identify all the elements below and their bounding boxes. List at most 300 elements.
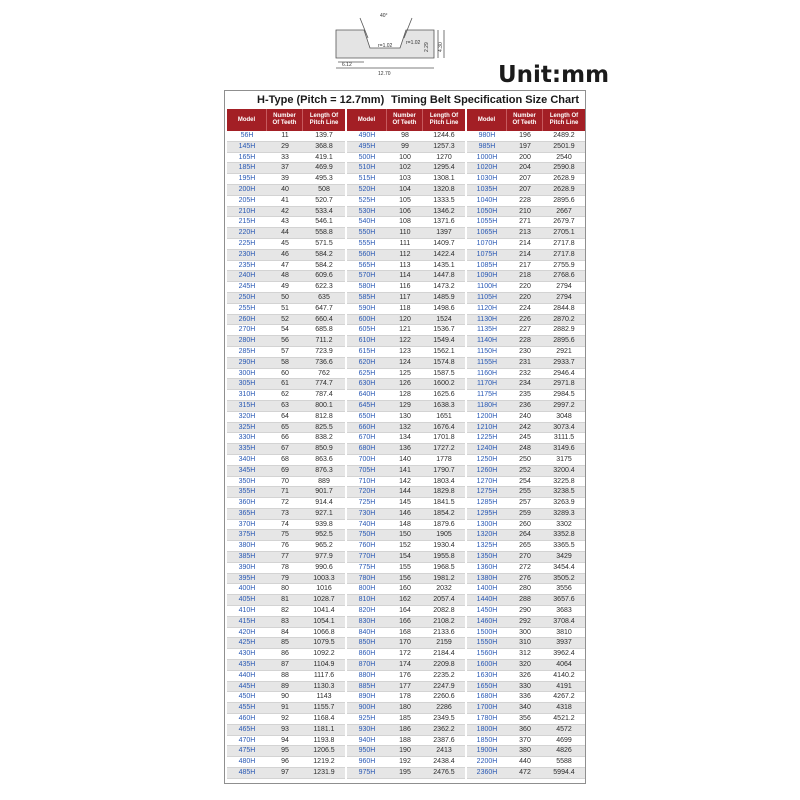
cell-model: 145H: [238, 142, 256, 150]
cell-length: 558.8: [315, 229, 333, 237]
cell-model: 660H: [358, 423, 376, 431]
cell-teeth: 144: [399, 488, 411, 496]
cell-teeth: 94: [281, 736, 289, 744]
cell-model: 670H: [358, 434, 376, 442]
cell-teeth: 220: [519, 283, 531, 291]
cell-model: 230H: [238, 250, 256, 258]
cell-teeth: 114: [399, 272, 411, 280]
cell-teeth: 43: [281, 218, 289, 226]
cell-model: 830H: [358, 617, 376, 625]
table-row: [467, 347, 585, 358]
cell-model: 630H: [358, 380, 376, 388]
cell-teeth: 290: [519, 607, 531, 615]
table-row: [227, 207, 345, 218]
cell-teeth: 255: [519, 488, 531, 496]
cell-length: 1829.8: [433, 488, 455, 496]
table-row: [227, 336, 345, 347]
cell-model: 1380H: [476, 574, 498, 582]
cell-model: 1085H: [476, 261, 498, 269]
cell-length: 1397: [436, 229, 452, 237]
cell-model: 290H: [238, 358, 256, 366]
table-row: [347, 638, 465, 649]
cell-length: 2755.9: [553, 261, 575, 269]
cell-teeth: 213: [519, 229, 531, 237]
table-row: [227, 433, 345, 444]
table-row: [347, 692, 465, 703]
cell-model: 410H: [238, 607, 256, 615]
cell-length: 1104.9: [313, 661, 335, 669]
cell-length: 850.9: [315, 445, 333, 453]
table-row: [347, 142, 465, 153]
cell-model: 200H: [238, 185, 256, 193]
table-row: [467, 390, 585, 401]
cell-teeth: 87: [281, 661, 289, 669]
cell-teeth: 33: [281, 153, 289, 161]
cell-teeth: 231: [519, 358, 531, 366]
cell-length: 622.3: [315, 283, 333, 291]
cell-teeth: 250: [519, 455, 531, 463]
cell-teeth: 370: [519, 736, 531, 744]
table-body: [347, 131, 465, 779]
cell-length: 1930.4: [433, 542, 455, 550]
cell-teeth: 145: [399, 499, 411, 507]
cell-model: 2360H: [476, 769, 498, 777]
cell-teeth: 142: [399, 477, 411, 485]
table-row: [467, 196, 585, 207]
cell-length: 3302: [556, 520, 572, 528]
table-header: [227, 109, 345, 131]
table-row: [347, 477, 465, 488]
table-row: [467, 509, 585, 520]
cell-teeth: 141: [399, 466, 411, 474]
cell-teeth: 257: [519, 499, 531, 507]
cell-length: 1219.2: [313, 758, 335, 766]
table-row: [227, 530, 345, 541]
table-row: [467, 250, 585, 261]
cell-teeth: 207: [519, 185, 531, 193]
cell-length: 508: [318, 185, 330, 193]
table-row: [467, 293, 585, 304]
cell-teeth: 217: [519, 261, 531, 269]
cell-teeth: 97: [281, 769, 289, 777]
cell-length: 685.8: [315, 326, 333, 334]
table-row: [467, 336, 585, 347]
table-row: [227, 746, 345, 757]
table-row: [467, 174, 585, 185]
cell-model: 880H: [358, 671, 376, 679]
cell-model: 1070H: [476, 239, 498, 247]
cell-teeth: 254: [519, 477, 531, 485]
cell-teeth: 126: [399, 380, 411, 388]
table-row: [347, 530, 465, 541]
cell-model: 1250H: [476, 455, 498, 463]
cell-model: 1000H: [476, 153, 498, 161]
table-row: [467, 552, 585, 563]
cell-teeth: 102: [399, 164, 411, 172]
cell-model: 390H: [238, 563, 256, 571]
cell-model: 430H: [238, 650, 256, 658]
table-row: [467, 217, 585, 228]
cell-model: 235H: [238, 261, 256, 269]
cell-length: 2108.2: [433, 617, 455, 625]
cell-length: 1244.6: [433, 132, 455, 139]
cell-teeth: 61: [281, 380, 289, 388]
table-row: [347, 379, 465, 390]
cell-model: 730H: [358, 509, 376, 517]
cell-model: 800H: [358, 585, 376, 593]
cell-teeth: 228: [519, 337, 531, 345]
table-row: [467, 660, 585, 671]
cell-teeth: 108: [399, 218, 411, 226]
table-row: [227, 714, 345, 725]
cell-length: 2286: [436, 704, 452, 712]
cell-teeth: 259: [519, 509, 531, 517]
cell-model: 900H: [358, 704, 376, 712]
cell-teeth: 70: [281, 477, 289, 485]
cell-model: 195H: [238, 175, 256, 183]
cell-length: 1587.5: [433, 369, 455, 377]
cell-model: 1680H: [476, 693, 498, 701]
cell-teeth: 92: [281, 715, 289, 723]
table-column-1: [227, 109, 345, 779]
table-row: [467, 466, 585, 477]
cell-teeth: 242: [519, 423, 531, 431]
cell-model: 255H: [238, 304, 256, 312]
table-row: [467, 401, 585, 412]
cell-teeth: 330: [519, 682, 531, 690]
cell-length: 419.1: [315, 153, 333, 161]
cell-length: 2717.8: [553, 239, 575, 247]
cell-model: 165H: [238, 153, 256, 161]
table-row: [227, 477, 345, 488]
cell-length: 571.5: [315, 239, 333, 247]
cell-model: 350H: [238, 477, 256, 485]
cell-length: 2362.2: [433, 725, 455, 733]
cell-model: 1780H: [476, 715, 498, 723]
cell-model: 1360H: [476, 563, 498, 571]
table-row: [347, 487, 465, 498]
cell-model: 1600H: [476, 661, 498, 669]
cell-model: 885H: [358, 682, 376, 690]
table-row: [227, 423, 345, 434]
cell-model: 310H: [238, 391, 256, 399]
cell-length: 1905: [436, 531, 452, 539]
cell-teeth: 98: [401, 132, 409, 139]
table-row: [347, 347, 465, 358]
cell-teeth: 93: [281, 725, 289, 733]
cell-model: 250H: [238, 293, 256, 301]
cell-model: 225H: [238, 239, 256, 247]
cell-teeth: 118: [399, 304, 411, 312]
cell-model: 490H: [358, 132, 376, 139]
table-row: [227, 315, 345, 326]
cell-length: 4521.2: [553, 715, 575, 723]
cell-length: 1066.8: [313, 628, 335, 636]
cell-model: 365H: [238, 509, 256, 517]
cell-model: 415H: [238, 617, 256, 625]
cell-model: 1075H: [476, 250, 498, 258]
cell-length: 2705.1: [553, 229, 575, 237]
cell-teeth: 155: [399, 563, 411, 571]
cell-length: 2590.8: [553, 164, 575, 172]
cell-teeth: 75: [281, 531, 289, 539]
cell-teeth: 116: [399, 283, 411, 291]
table-row: [467, 628, 585, 639]
cell-model: 700H: [358, 455, 376, 463]
cell-model: 285H: [238, 347, 256, 355]
cell-teeth: 276: [519, 574, 531, 582]
cell-length: 3225.8: [553, 477, 575, 485]
cell-length: 2082.8: [433, 607, 455, 615]
cell-length: 1054.1: [313, 617, 335, 625]
table-row: [347, 563, 465, 574]
table-row: [227, 369, 345, 380]
cell-model: 340H: [238, 455, 256, 463]
table-row: [227, 628, 345, 639]
cell-length: 1435.1: [433, 261, 455, 269]
cell-model: 925H: [358, 715, 376, 723]
cell-model: 270H: [238, 326, 256, 334]
table-row: [467, 692, 585, 703]
cell-model: 890H: [358, 693, 376, 701]
cell-model: 445H: [238, 682, 256, 690]
cell-teeth: 214: [519, 239, 531, 247]
cell-length: 1841.5: [433, 499, 455, 507]
cell-teeth: 78: [281, 563, 289, 571]
table-row: [227, 487, 345, 498]
cell-model: 500H: [358, 153, 376, 161]
table-row: [467, 595, 585, 606]
cell-teeth: 56: [281, 337, 289, 345]
cell-model: 540H: [358, 218, 376, 226]
cell-length: 3429: [556, 553, 572, 561]
cell-model: 185H: [238, 164, 256, 172]
cell-length: 1231.9: [313, 769, 335, 777]
cell-length: 1079.5: [313, 639, 335, 647]
cell-teeth: 103: [399, 175, 411, 183]
cell-teeth: 356: [519, 715, 531, 723]
header-teeth: Number Of Teeth: [507, 109, 543, 131]
table-row: [467, 423, 585, 434]
cell-length: 2159: [436, 639, 452, 647]
cell-teeth: 218: [519, 272, 531, 280]
cell-teeth: 136: [399, 445, 411, 453]
table-row: [227, 271, 345, 282]
cell-model: 1320H: [476, 531, 498, 539]
cell-model: 680H: [358, 445, 376, 453]
cell-teeth: 186: [399, 725, 411, 733]
table-row: [467, 487, 585, 498]
table-row: [347, 325, 465, 336]
cell-model: 650H: [358, 412, 376, 420]
table-row: [347, 757, 465, 768]
cell-model: 1285H: [476, 499, 498, 507]
table-row: [227, 293, 345, 304]
table-row: [347, 628, 465, 639]
cell-model: 1120H: [476, 304, 498, 312]
cell-model: 780H: [358, 574, 376, 582]
unit-label: Unit:mm: [498, 62, 610, 88]
table-row: [347, 261, 465, 272]
table-row: [467, 185, 585, 196]
table-row: [467, 131, 585, 142]
table-row: [347, 293, 465, 304]
cell-model: 1275H: [476, 488, 498, 496]
cell-teeth: 47: [281, 261, 289, 269]
cell-model: 740H: [358, 520, 376, 528]
cell-teeth: 312: [519, 650, 531, 658]
cell-model: 260H: [238, 315, 256, 323]
table-row: [467, 325, 585, 336]
cell-teeth: 168: [399, 628, 411, 636]
cell-length: 660.4: [315, 315, 333, 323]
table-row: [227, 325, 345, 336]
table-row: [347, 574, 465, 585]
cell-teeth: 45: [281, 239, 289, 247]
cell-teeth: 80: [281, 585, 289, 593]
cell-model: 1300H: [476, 520, 498, 528]
table-row: [227, 563, 345, 574]
cell-model: 1040H: [476, 196, 498, 204]
cell-model: 450H: [238, 693, 256, 701]
header-model: Model: [227, 109, 267, 131]
table-row: [467, 671, 585, 682]
cell-length: 863.6: [315, 455, 333, 463]
table-row: [467, 271, 585, 282]
table-row: [347, 498, 465, 509]
cell-length: 2349.5: [433, 715, 455, 723]
cell-teeth: 104: [399, 185, 411, 193]
cell-teeth: 197: [519, 142, 531, 150]
header-model: Model: [347, 109, 387, 131]
cell-model: 1270H: [476, 477, 498, 485]
cell-length: 1333.5: [433, 196, 455, 204]
cell-model: 820H: [358, 607, 376, 615]
table-title-type: H-Type (Pitch = 12.7mm): [257, 94, 385, 106]
cell-length: 2717.8: [553, 250, 575, 258]
cell-teeth: 188: [399, 736, 411, 744]
table-row: [227, 304, 345, 315]
cell-length: 812.8: [315, 412, 333, 420]
header-teeth: Number Of Teeth: [267, 109, 303, 131]
cell-length: 2489.2: [553, 132, 575, 139]
cell-length: 1181.1: [313, 725, 335, 733]
table-row: [347, 455, 465, 466]
cell-length: 889: [318, 477, 330, 485]
table-body: [227, 131, 345, 779]
cell-model: 605H: [358, 326, 376, 334]
cell-model: 975H: [358, 769, 376, 777]
cell-length: 4191: [556, 682, 572, 690]
spec-table: [224, 90, 586, 784]
table-body: [467, 131, 585, 779]
cell-teeth: 224: [519, 304, 531, 312]
cell-length: 1028.7: [313, 596, 335, 604]
height-label-2: 4.30: [438, 42, 444, 52]
cell-length: 3289.3: [553, 509, 575, 517]
table-row: [347, 131, 465, 142]
table-row: [227, 261, 345, 272]
cell-teeth: 162: [399, 596, 411, 604]
cell-model: 335H: [238, 445, 256, 453]
cell-length: 584.2: [315, 250, 333, 258]
cell-teeth: 125: [399, 369, 411, 377]
cell-teeth: 220: [519, 293, 531, 301]
cell-length: 3810: [556, 628, 572, 636]
cell-length: 3365.5: [553, 542, 575, 550]
cell-length: 2133.6: [433, 628, 455, 636]
table-row: [467, 239, 585, 250]
cell-teeth: 192: [399, 758, 411, 766]
table-row: [227, 703, 345, 714]
table-row: [227, 757, 345, 768]
table-row: [347, 423, 465, 434]
cell-model: 1800H: [476, 725, 498, 733]
cell-model: 570H: [358, 272, 376, 280]
cell-model: 1325H: [476, 542, 498, 550]
cell-teeth: 228: [519, 196, 531, 204]
cell-teeth: 79: [281, 574, 289, 582]
cell-length: 533.4: [315, 207, 333, 215]
cell-length: 990.6: [315, 563, 333, 571]
cell-model: 480H: [238, 758, 256, 766]
cell-length: 3962.4: [553, 650, 575, 658]
cell-model: 1180H: [476, 401, 498, 409]
cell-teeth: 336: [519, 693, 531, 701]
cell-model: 950H: [358, 747, 376, 755]
cell-model: 860H: [358, 650, 376, 658]
cell-length: 2438.4: [433, 758, 455, 766]
cell-model: 590H: [358, 304, 376, 312]
table-row: [467, 379, 585, 390]
cell-teeth: 11: [281, 132, 289, 139]
header-length: Length Of Pitch Line: [309, 113, 339, 126]
cell-length: 952.5: [315, 531, 333, 539]
table-row: [347, 185, 465, 196]
cell-length: 3505.2: [553, 574, 575, 582]
cell-length: 2260.6: [433, 693, 455, 701]
cell-teeth: 71: [281, 488, 289, 496]
table-row: [467, 444, 585, 455]
cell-model: 985H: [478, 142, 496, 150]
cell-model: 1130H: [476, 315, 498, 323]
cell-model: 840H: [358, 628, 376, 636]
table-row: [227, 142, 345, 153]
cell-teeth: 105: [399, 196, 411, 204]
cell-length: 1981.2: [433, 574, 455, 582]
cell-teeth: 177: [399, 682, 411, 690]
cell-model: 870H: [358, 661, 376, 669]
cell-model: 305H: [238, 380, 256, 388]
cell-teeth: 66: [281, 434, 289, 442]
cell-length: 4267.2: [553, 693, 575, 701]
cell-length: 1016: [316, 585, 332, 593]
table-row: [467, 498, 585, 509]
cell-length: 469.9: [315, 164, 333, 172]
cell-teeth: 42: [281, 207, 289, 215]
cell-model: 215H: [238, 218, 256, 226]
cell-model: 1135H: [476, 326, 498, 334]
cell-length: 3238.5: [553, 488, 575, 496]
cell-teeth: 300: [519, 628, 531, 636]
cell-length: 4572: [556, 725, 572, 733]
cell-teeth: 120: [399, 315, 411, 323]
table-row: [467, 606, 585, 617]
cell-model: 465H: [238, 725, 256, 733]
table-row: [347, 228, 465, 239]
cell-length: 2768.6: [553, 272, 575, 280]
cell-teeth: 86: [281, 650, 289, 658]
